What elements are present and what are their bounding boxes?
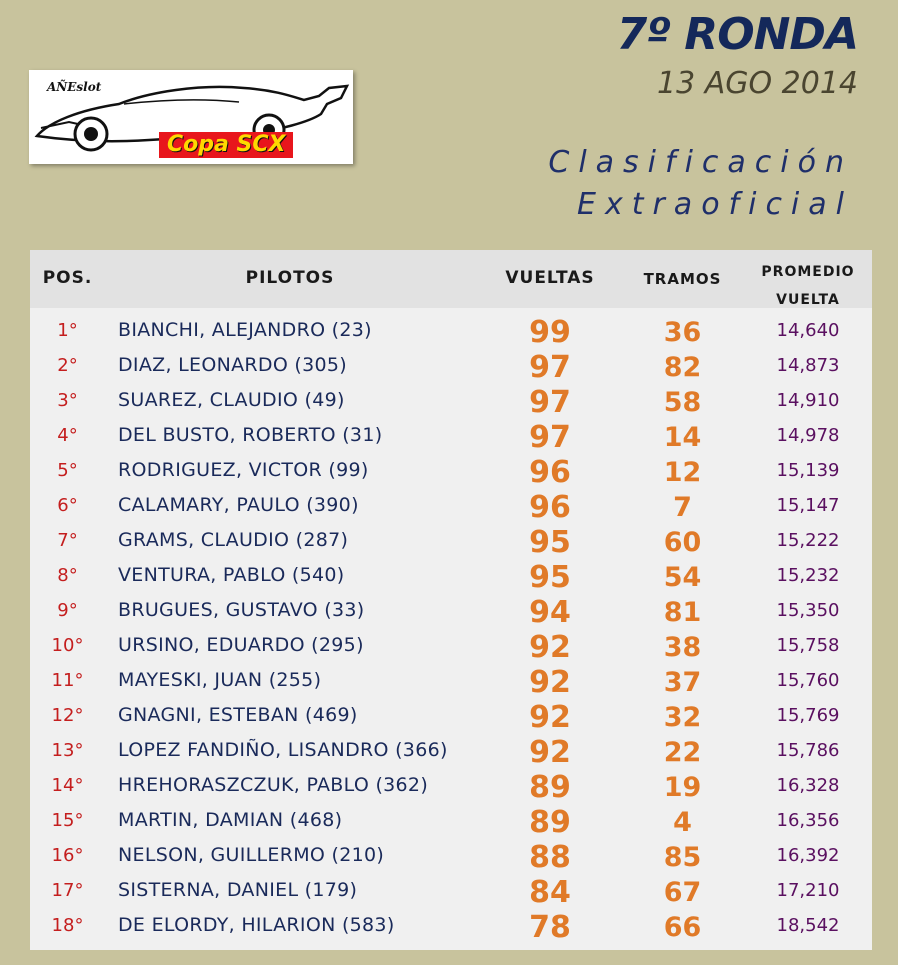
average-lap-cell: 15,139 [776,460,840,481]
pilot-name-cell: MAYESKI, JUAN (255) [118,669,322,691]
table-row [30,488,872,523]
segments-cell: 85 [663,842,702,873]
table-row [30,313,872,348]
position-cell: 13° [51,740,84,761]
pilot-name-cell: BIANCHI, ALEJANDRO (23) [118,319,372,341]
segments-cell: 66 [663,912,702,943]
position-cell: 1° [57,320,78,341]
average-lap-cell: 17,210 [776,880,840,901]
header-segments: TRAMOS [643,270,722,288]
subtitle-line-1: Clasificación [548,145,853,180]
segments-cell: 67 [663,877,702,908]
segments-cell: 22 [663,737,702,768]
laps-cell: 92 [529,735,571,770]
position-cell: 18° [51,915,84,936]
position-cell: 2° [57,355,78,376]
position-cell: 11° [51,670,84,691]
pilot-name-cell: DIAZ, LEONARDO (305) [118,354,347,376]
table-body [30,313,872,943]
segments-cell: 7 [673,492,692,523]
table-row [30,523,872,558]
copa-scx-logo [29,70,353,164]
header-average-line-2: VUELTA [776,292,840,308]
pilot-name-cell: SUAREZ, CLAUDIO (49) [118,389,345,411]
table-row [30,768,872,803]
pilot-name-cell: DE ELORDY, HILARION (583) [118,914,395,936]
average-lap-cell: 15,758 [776,635,840,656]
round-title: 7º RONDA [616,9,858,60]
table-row [30,733,872,768]
average-lap-cell: 15,222 [776,530,840,551]
position-cell: 9° [57,600,78,621]
segments-cell: 60 [663,527,702,558]
position-cell: 10° [51,635,84,656]
table-row [30,558,872,593]
logo-badge: Copa SCX [159,132,293,158]
table-row [30,383,872,418]
pilot-name-cell: URSINO, EDUARDO (295) [118,634,364,656]
segments-cell: 32 [663,702,702,733]
laps-cell: 89 [529,770,571,805]
table-row [30,838,872,873]
table-row [30,698,872,733]
table-row [30,453,872,488]
pilot-name-cell: NELSON, GUILLERMO (210) [118,844,385,866]
laps-cell: 89 [529,805,571,840]
average-lap-cell: 15,786 [776,740,840,761]
segments-cell: 38 [663,632,702,663]
average-lap-cell: 15,232 [776,565,840,586]
laps-cell: 92 [529,700,571,735]
subtitle-line-2: Extraoficial [577,187,853,222]
laps-cell: 96 [529,490,571,525]
table-row [30,803,872,838]
laps-cell: 95 [529,560,571,595]
header [617,10,858,104]
table-row [30,348,872,383]
header-average-line-1: PROMEDIO [761,264,855,280]
average-lap-cell: 15,769 [776,705,840,726]
average-lap-cell: 16,328 [776,775,840,796]
laps-cell: 99 [529,315,571,350]
event-date: 13 AGO 2014 [657,66,858,101]
segments-cell: 14 [663,422,702,453]
position-cell: 17° [51,880,84,901]
laps-cell: 84 [529,875,571,910]
position-cell: 14° [51,775,84,796]
average-lap-cell: 14,910 [776,390,840,411]
pilot-name-cell: LOPEZ FANDIÑO, LISANDRO (366) [118,739,448,761]
laps-cell: 88 [529,840,571,875]
segments-cell: 37 [663,667,702,698]
segments-cell: 36 [663,317,702,348]
pilot-name-cell: GRAMS, CLAUDIO (287) [118,529,349,551]
laps-cell: 97 [529,350,571,385]
position-cell: 8° [57,565,78,586]
average-lap-cell: 14,640 [776,320,840,341]
pilot-name-cell: CALAMARY, PAULO (390) [118,494,359,516]
pilot-name-cell: VENTURA, PABLO (540) [118,564,345,586]
header-average [750,258,866,314]
laps-cell: 95 [529,525,571,560]
table-row [30,418,872,453]
laps-cell: 97 [529,420,571,455]
table-row [30,628,872,663]
laps-cell: 92 [529,630,571,665]
position-cell: 7° [57,530,78,551]
table-row [30,908,872,943]
pilot-name-cell: BRUGUES, GUSTAVO (33) [118,599,365,621]
position-cell: 4° [57,425,78,446]
pilot-name-cell: HREHORASZCZUK, PABLO (362) [118,774,429,796]
laps-cell: 96 [529,455,571,490]
position-cell: 16° [51,845,84,866]
position-cell: 12° [51,705,84,726]
table-row [30,663,872,698]
position-cell: 15° [51,810,84,831]
logo-brand-text: AÑEslot [47,80,102,94]
segments-cell: 19 [663,772,702,803]
average-lap-cell: 14,978 [776,425,840,446]
average-lap-cell: 15,350 [776,600,840,621]
segments-cell: 58 [663,387,702,418]
classification-subtitle [548,142,853,226]
laps-cell: 94 [529,595,571,630]
classification-table [30,250,872,950]
table-header [30,250,872,308]
position-cell: 3° [57,390,78,411]
average-lap-cell: 14,873 [776,355,840,376]
header-laps: VUELTAS [505,268,595,288]
header-pos: POS. [42,268,93,288]
position-cell: 5° [57,460,78,481]
segments-cell: 54 [663,562,702,593]
header-pilots: PILOTOS [245,268,335,288]
pilot-name-cell: SISTERNA, DANIEL (179) [118,879,358,901]
segments-cell: 12 [663,457,702,488]
pilot-name-cell: DEL BUSTO, ROBERTO (31) [118,424,383,446]
average-lap-cell: 15,760 [776,670,840,691]
segments-cell: 4 [673,807,692,838]
average-lap-cell: 15,147 [776,495,840,516]
average-lap-cell: 18,542 [776,915,840,936]
pilot-name-cell: GNAGNI, ESTEBAN (469) [118,704,358,726]
laps-cell: 92 [529,665,571,700]
table-row [30,873,872,908]
segments-cell: 81 [663,597,702,628]
table-row [30,593,872,628]
laps-cell: 97 [529,385,571,420]
average-lap-cell: 16,392 [776,845,840,866]
segments-cell: 82 [663,352,702,383]
average-lap-cell: 16,356 [776,810,840,831]
pilot-name-cell: RODRIGUEZ, VICTOR (99) [118,459,369,481]
pilot-name-cell: MARTIN, DAMIAN (468) [118,809,343,831]
laps-cell: 78 [529,910,571,945]
position-cell: 6° [57,495,78,516]
